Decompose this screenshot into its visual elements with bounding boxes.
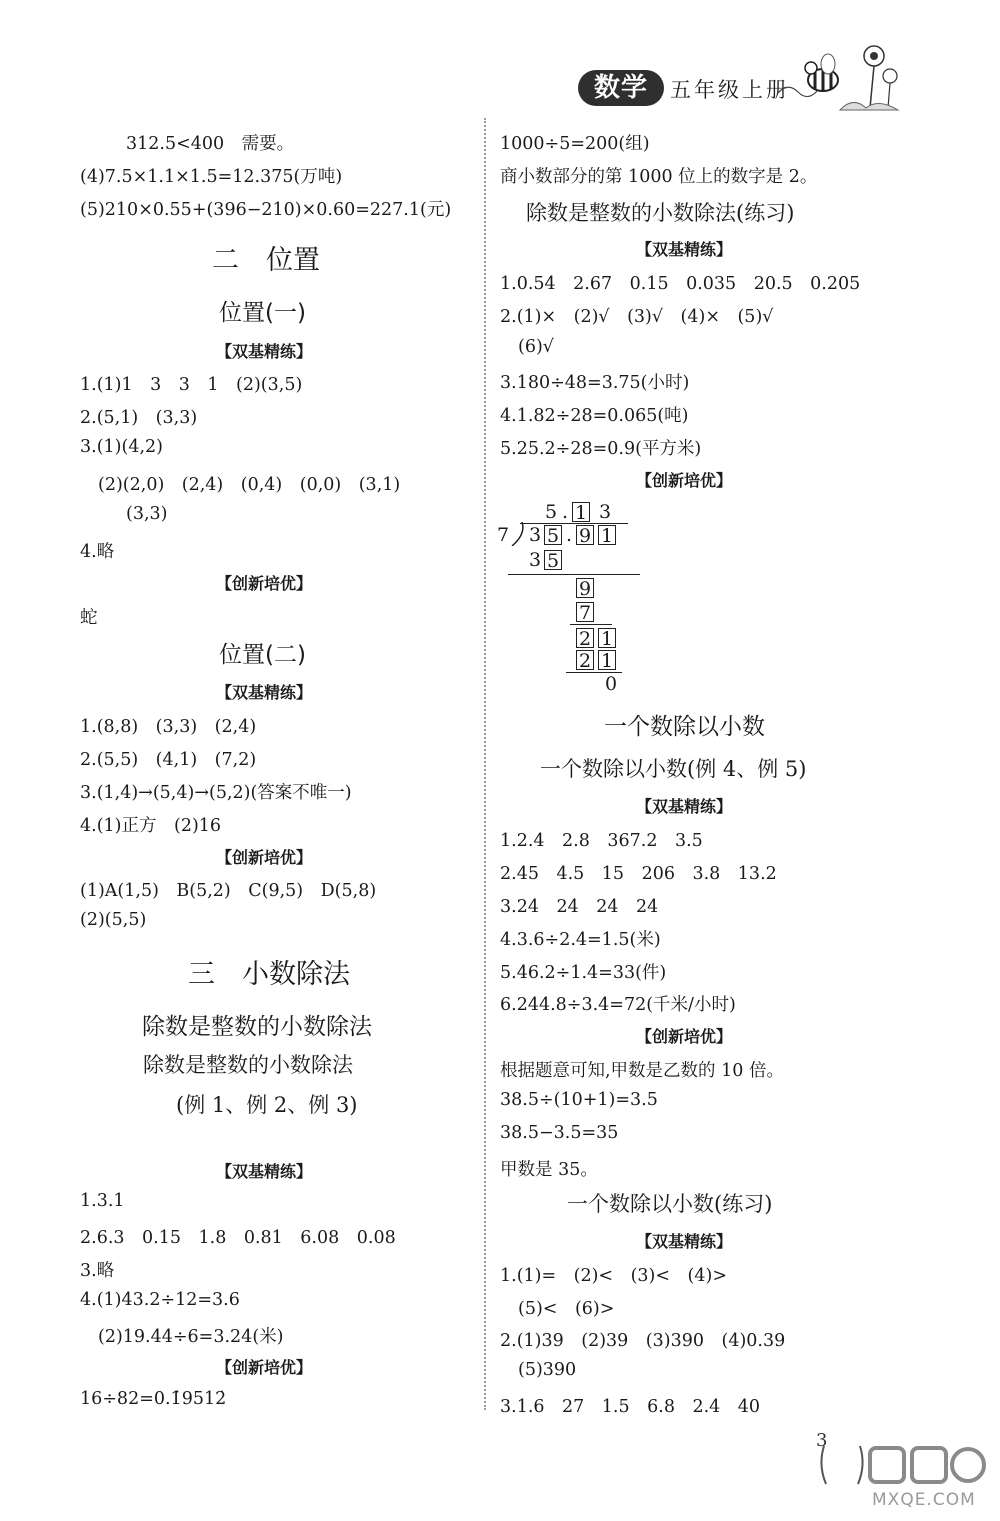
quotient-dot: . — [561, 501, 569, 523]
practice-tag: 【双基精练】 — [636, 797, 733, 816]
innovation-tag: 【创新培优】 — [216, 848, 313, 867]
answer-line: 5.25.2÷28=0.9(平方米) — [500, 439, 702, 459]
subsection-title: 一个数除以小数(练习) — [567, 1192, 773, 1216]
answer-line: 3.180÷48=3.75(小时) — [500, 373, 690, 393]
product-box: 2 — [576, 650, 594, 670]
quotient-digit: 3 — [598, 501, 612, 523]
innovation-tag: 【创新培优】 — [636, 1027, 733, 1046]
dividend-box: 5 — [544, 525, 562, 545]
practice-tag: 【双基精练】 — [216, 683, 313, 702]
section-title: 除数是整数的小数除法 — [142, 1014, 372, 1040]
answer-line: 3.略 — [80, 1261, 115, 1281]
bee-flower-decoration-icon — [778, 38, 900, 113]
text-line: 312.5<400 需要。 — [126, 134, 295, 154]
answer-line: (3,3) — [126, 504, 168, 524]
practice-tag: 【双基精练】 — [216, 1162, 313, 1181]
answer-line: 3.(1,4)→(5,4)→(5,2)(答案不唯一) — [80, 783, 352, 803]
answer-line: 4.略 — [80, 542, 115, 562]
answer-line: 2.(1)× (2)√ (3)√ (4)× (5)√ — [500, 307, 774, 327]
remainder-box: 2 — [576, 628, 594, 648]
practice-tag: 【双基精练】 — [636, 1232, 733, 1251]
watermark — [820, 1440, 988, 1521]
subsection-title: (例 1、例 2、例 3) — [176, 1093, 358, 1117]
text-line: (4)7.5×1.1×1.5=12.375(万吨) — [80, 167, 343, 187]
answer-line: 38.5−3.5=35 — [500, 1123, 619, 1143]
practice-tag: 【双基精练】 — [216, 342, 313, 361]
dividend-digit: 3 — [528, 524, 542, 546]
column-divider — [484, 118, 486, 1410]
answer-line: 蛇 — [80, 608, 98, 628]
remainder-box: 9 — [576, 578, 594, 598]
subtraction-line — [508, 574, 640, 575]
answer-line: 1.2.4 2.8 367.2 3.5 — [500, 831, 703, 851]
dividend-box: 9 — [576, 525, 594, 545]
answer-line: 4.(1)正方 (2)16 — [80, 816, 222, 836]
answer-line: (2)(2,0) (2,4) (0,4) (0,0) (3,1) — [98, 475, 401, 495]
answer-line: 1.(1)= (2)< (3)< (4)> — [500, 1266, 728, 1286]
answer-line: 16÷82=0.1̇9512̇ — [80, 1389, 227, 1409]
practice-tag: 【双基精练】 — [636, 240, 733, 259]
long-division — [496, 500, 650, 700]
answer-line: 2.6.3 0.15 1.8 0.81 6.08 0.08 — [80, 1228, 396, 1248]
subsection-title: 一个数除以小数(例 4、例 5) — [540, 757, 807, 781]
text-line: (5)210×0.55+(396−210)×0.60=227.1(元) — [80, 200, 452, 220]
answer-line: 4.(1)43.2÷12=3.6 — [80, 1290, 240, 1310]
text-line: 1000÷5=200(组) — [500, 134, 650, 154]
watermark-text: MXQE.COM — [872, 1490, 976, 1510]
answer-line: 2.(5,1) (3,3) — [80, 408, 198, 428]
watermark-logo-icon — [820, 1440, 988, 1490]
subtraction-line — [570, 624, 612, 625]
innovation-tag: 【创新培优】 — [216, 1358, 313, 1377]
answer-line: 2.45 4.5 15 206 3.8 13.2 — [500, 864, 777, 884]
answer-line: (2)19.44÷6=3.24(米) — [98, 1327, 284, 1347]
answer-line: 1.(8,8) (3,3) (2,4) — [80, 717, 257, 737]
section-title: 除数是整数的小数除法(练习) — [526, 201, 795, 225]
answer-line: 1.(1)1 3 3 1 (2)(3,5) — [80, 375, 303, 395]
innovation-tag: 【创新培优】 — [636, 471, 733, 490]
answer-line: 4.3.6÷2.4=1.5(米) — [500, 930, 661, 950]
answer-line: 38.5÷(10+1)=3.5 — [500, 1090, 658, 1110]
division-bracket-icon — [510, 522, 524, 546]
unit-title: 三 小数除法 — [188, 959, 350, 990]
answer-line: (1)A(1,5) B(5,2) C(9,5) D(5,8) — [80, 881, 377, 901]
final-remainder: 0 — [604, 673, 618, 695]
answer-line: 甲数是 35。 — [500, 1160, 598, 1180]
grade-label: 五年级上册 — [670, 78, 790, 102]
dividend-box: 1 — [598, 525, 616, 545]
product-box: 5 — [544, 550, 562, 570]
text-line: 商小数部分的第 1000 位上的数字是 2。 — [500, 167, 818, 187]
answer-line: 根据题意可知,甲数是乙数的 10 倍。 — [500, 1061, 784, 1081]
section-title: 位置(二) — [219, 642, 306, 668]
product-box: 7 — [576, 602, 594, 622]
answer-line: 4.1.82÷28=0.065(吨) — [500, 406, 689, 426]
answer-line: 5.46.2÷1.4=33(件) — [500, 963, 667, 983]
quotient-digit: 5 — [544, 501, 558, 523]
answer-line: 1.0.54 2.67 0.15 0.035 20.5 0.205 — [500, 274, 861, 294]
answer-line: 3.1.6 27 1.5 6.8 2.4 40 — [500, 1397, 761, 1417]
answer-line: (5)390 — [518, 1360, 577, 1380]
unit-title: 二 位置 — [212, 245, 320, 276]
subsection-title: 除数是整数的小数除法 — [143, 1053, 353, 1077]
unit-title: 一个数除以小数 — [604, 714, 765, 740]
answer-line: (2)(5,5) — [80, 910, 147, 930]
answer-line: 1.3.1 — [80, 1191, 125, 1211]
quotient-box: 1 — [572, 502, 590, 522]
subject-badge: 数学 — [578, 70, 664, 106]
answer-line: 3.(1)(4,2) — [80, 437, 163, 457]
page-number: 3 — [816, 1430, 828, 1451]
remainder-box: 1 — [598, 628, 616, 648]
dividend-dot: . — [565, 524, 573, 546]
page-header — [578, 38, 900, 113]
answer-line: 2.(5,5) (4,1) (7,2) — [80, 750, 257, 770]
product-box: 1 — [598, 650, 616, 670]
divisor: 7 — [496, 524, 510, 546]
answer-line: (5)< (6)> — [518, 1299, 615, 1319]
answer-line: 2.(1)39 (2)39 (3)390 (4)0.39 — [500, 1331, 786, 1351]
innovation-tag: 【创新培优】 — [216, 574, 313, 593]
answer-line: 6.244.8÷3.4=72(千米/小时) — [500, 995, 736, 1015]
answer-line: (6)√ — [518, 337, 554, 357]
product-digit: 3 — [528, 549, 542, 571]
section-title: 位置(一) — [219, 300, 306, 326]
answer-line: 3.24 24 24 24 — [500, 897, 659, 917]
